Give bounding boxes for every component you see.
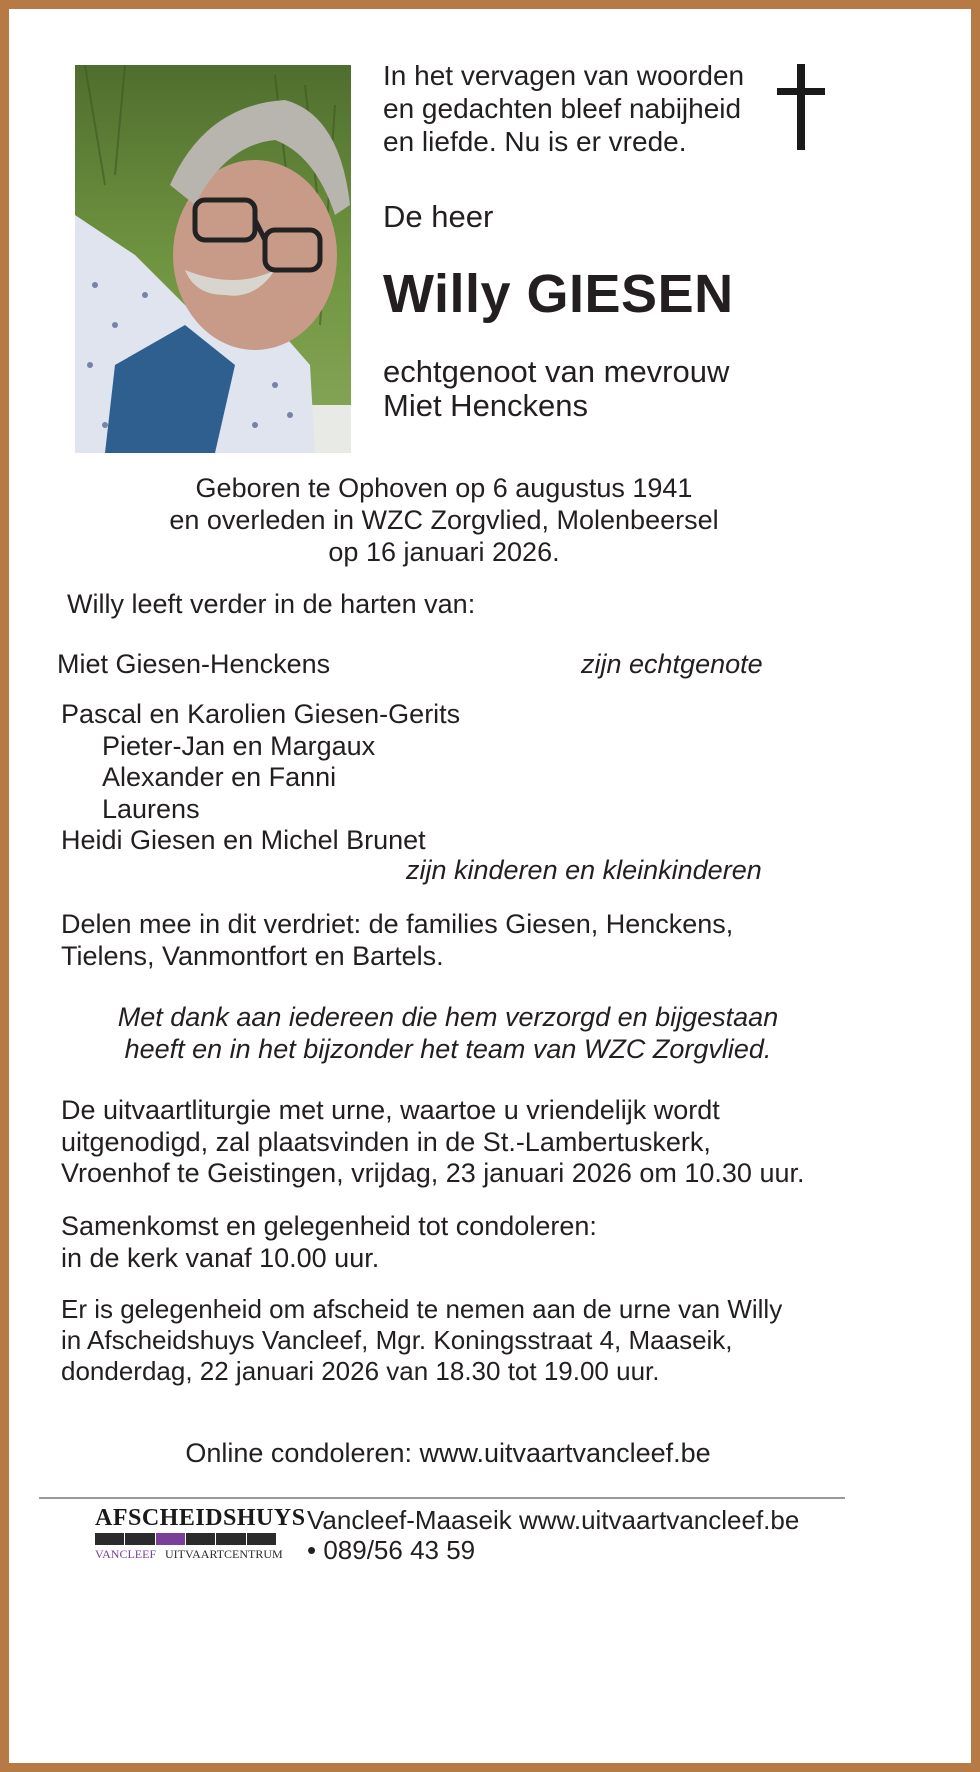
thanks-paragraph	[13, 1001, 883, 1065]
intro-line: In het vervagen van woorden	[383, 60, 745, 91]
gathering-line: in de kerk vanaf 10.00 uur.	[61, 1242, 380, 1273]
footer-divider	[39, 1497, 845, 1499]
logo-title: AFSCHEIDSHUYS	[95, 1505, 306, 1531]
thanks-line: heeft en in het bijzonder het team van WZC Zorgvlied.	[124, 1034, 772, 1064]
birth-line: en overleden in WZC Zorgvlied, Molenbeersel	[169, 505, 719, 535]
grandchild-line: Pieter-Jan en Margaux	[102, 730, 376, 761]
grandchild-line: Laurens	[102, 793, 200, 824]
liturgy-paragraph	[61, 1095, 805, 1190]
child-line: Heidi Giesen en Michel Brunet	[61, 825, 426, 855]
farewell-line: Er is gelegenheid om afscheid te nemen aan de urne van Willy	[61, 1294, 783, 1324]
liturgy-line: uitgenodigd, zal plaatsvinden in de St.-Lambertuskerk,	[61, 1126, 711, 1157]
logo-right-text: UITVAARTCENTRUM	[165, 1547, 283, 1561]
child-line: Pascal en Karolien Giesen-Gerits	[61, 699, 461, 729]
liturgy-line: De uitvaartliturgie met urne, waartoe u vriendelijk wordt	[61, 1095, 720, 1125]
intro-line: en gedachten bleef nabijheid	[383, 93, 742, 124]
spouse-line: Miet Henckens	[383, 388, 589, 423]
footer-line-phone: • 089/56 43 59	[307, 1535, 476, 1565]
portrait-photo	[75, 65, 351, 453]
survived-by-heading: Willy leeft verder in de harten van:	[67, 589, 476, 619]
birth-line: Geboren te Ophoven op 6 augustus 1941	[195, 473, 693, 503]
children-role: zijn kinderen en kleinkinderen	[406, 855, 762, 885]
intro-line: en liefde. Nu is er vrede.	[383, 126, 687, 157]
farewell-line: donderdag, 22 januari 2026 van 18.30 tot 19.00 uur.	[61, 1356, 660, 1386]
families-line: Tielens, Vanmontfort en Bartels.	[61, 940, 444, 971]
farewell-paragraph	[61, 1294, 782, 1387]
logo-left-text: VANCLEEF	[95, 1547, 157, 1561]
farewell-line: in Afscheidshuys Vancleef, Mgr. Koningsstraat 4, Maaseik,	[61, 1325, 733, 1355]
birth-death-info	[9, 472, 879, 568]
birth-line: op 16 januari 2026.	[328, 537, 560, 567]
salutation: De heer	[383, 199, 494, 234]
spouse-info	[383, 355, 729, 423]
gathering-paragraph	[61, 1211, 597, 1274]
funeral-home-logo	[95, 1505, 306, 1563]
grandchild-line: Alexander en Fanni	[102, 762, 337, 792]
logo-bars	[95, 1533, 277, 1545]
spouse-line: echtgenoot van mevrouw	[383, 354, 730, 389]
wife-name: Miet Giesen-Henckens	[57, 649, 331, 679]
footer-contact	[307, 1505, 799, 1565]
thanks-line: Met dank aan iedereen die hem verzorgd en bijgestaan	[117, 1002, 779, 1032]
footer-line-website[interactable]: Vancleef-Maaseik www.uitvaartvancleef.be	[307, 1505, 800, 1535]
wife-role: zijn echtgenote	[581, 649, 763, 679]
families-line: Delen mee in dit verdriet: de families Giesen, Henckens,	[61, 909, 734, 939]
children-list	[61, 699, 460, 857]
deceased-name: Willy GIESEN	[383, 264, 734, 324]
gathering-line: Samenkomst en gelegenheid tot condoleren:	[61, 1211, 597, 1241]
cross-icon	[777, 64, 825, 150]
liturgy-line: Vroenhof te Geistingen, vrijdag, 23 januari 2026 om 10.30 uur.	[61, 1158, 805, 1188]
online-condolences[interactable]: Online condoleren: www.uitvaartvancleef.be	[185, 1438, 711, 1468]
families-paragraph	[61, 909, 733, 972]
intro-verse	[383, 59, 744, 158]
